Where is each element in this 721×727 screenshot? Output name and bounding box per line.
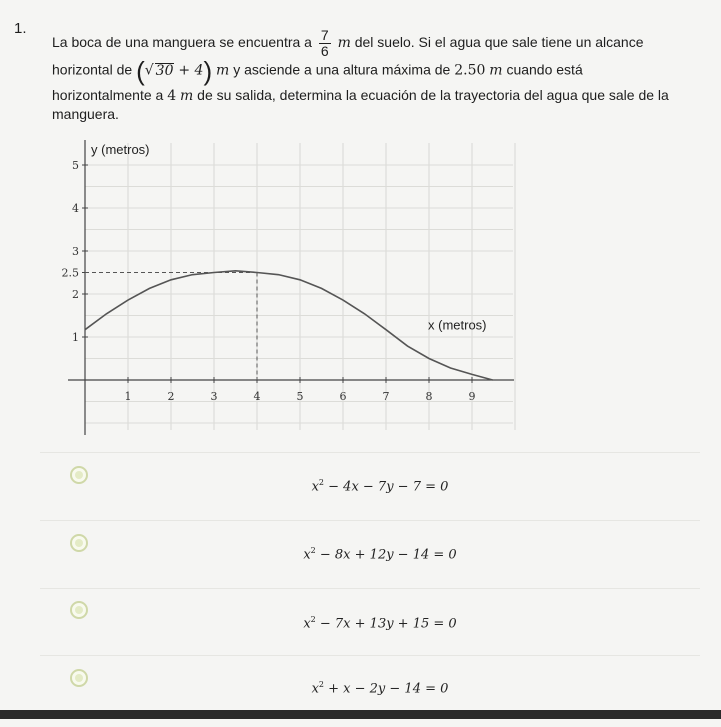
text-segment: cuando está xyxy=(506,61,583,78)
x-tick-label: 7 xyxy=(382,390,390,403)
question-line-1 xyxy=(52,28,644,59)
x-tick-label: 8 xyxy=(425,390,433,403)
text-segment: horizontalmente a xyxy=(52,87,164,103)
option-equation: $x^2 + x - 2y - 14 = 0$ xyxy=(311,680,449,697)
text-segment: horizontal de xyxy=(52,61,133,78)
y-tick-label: 3 xyxy=(72,245,79,258)
radio-button[interactable] xyxy=(70,669,88,687)
unit-meters: m xyxy=(180,88,194,104)
sqrt-symbol: √ xyxy=(144,62,154,79)
option-equation: $x^2 - 8x + 12y - 14 = 0$ xyxy=(303,546,457,563)
radio-button[interactable] xyxy=(70,534,88,552)
y-tick-label: 2.5 xyxy=(61,266,79,280)
text-segment: y asciende a una altura máxima de xyxy=(233,61,451,78)
unit-meters: m xyxy=(337,35,351,52)
x-tick-label: 2 xyxy=(167,390,175,403)
question-line-3 xyxy=(52,88,669,103)
unit-meters: m xyxy=(489,62,503,79)
text-segment: del suelo. Si el agua que sale tiene un alcance xyxy=(354,34,644,51)
x-tick-label: 5 xyxy=(296,390,304,403)
x-tick-label: 3 xyxy=(210,390,218,403)
question-number: 1. xyxy=(14,20,27,37)
option-1[interactable] xyxy=(0,460,721,522)
option-2[interactable] xyxy=(0,530,721,592)
radio-button[interactable] xyxy=(70,466,88,484)
sqrt-argument: 30 xyxy=(155,62,174,79)
y-tick-label: 4 xyxy=(72,202,79,215)
y-axis-label: y (metros) xyxy=(91,142,150,157)
x-axis-label: x (metros) xyxy=(428,317,487,333)
max-height-value: 2.50 xyxy=(454,62,486,79)
question-line-4: manguera. xyxy=(52,106,119,122)
fraction-numerator: 7 xyxy=(320,27,329,43)
x-tick-label: 9 xyxy=(468,390,476,403)
radio-button[interactable] xyxy=(70,601,88,619)
divider xyxy=(40,452,700,453)
x-tick-label: 4 xyxy=(253,390,261,403)
text-segment: de su salida, determina la ecuación de la trayectoria del agua que sale de la xyxy=(197,87,669,103)
fraction-seven-sixths xyxy=(319,28,331,59)
trajectory-chart xyxy=(48,135,518,435)
divider xyxy=(40,588,700,589)
question-line-2: horizontal de (√ 30 + 4) m y asciende a una altura máxima de 2.50 m cuando está xyxy=(52,56,583,86)
unit-meters: m xyxy=(216,62,230,79)
option-equation: $x^2 - 4x - 7y - 7 = 0$ xyxy=(311,478,449,495)
option-3[interactable] xyxy=(0,597,721,659)
divider xyxy=(40,520,700,521)
option-equation: $x^2 - 7x + 13y + 15 = 0$ xyxy=(303,615,457,632)
text-segment: La boca de una manguera se encuentra a xyxy=(52,34,312,51)
x-tick-label: 1 xyxy=(124,390,132,403)
distance-value: 4 xyxy=(167,88,177,104)
y-tick-label: 1 xyxy=(72,331,79,344)
y-tick-label: 5 xyxy=(72,159,79,172)
bottom-edge xyxy=(0,710,721,719)
fraction-denominator: 6 xyxy=(320,43,329,59)
y-tick-label: 2 xyxy=(72,288,79,301)
divider xyxy=(40,655,700,656)
x-tick-label: 6 xyxy=(339,390,347,403)
plus-four: + 4 xyxy=(178,62,204,79)
